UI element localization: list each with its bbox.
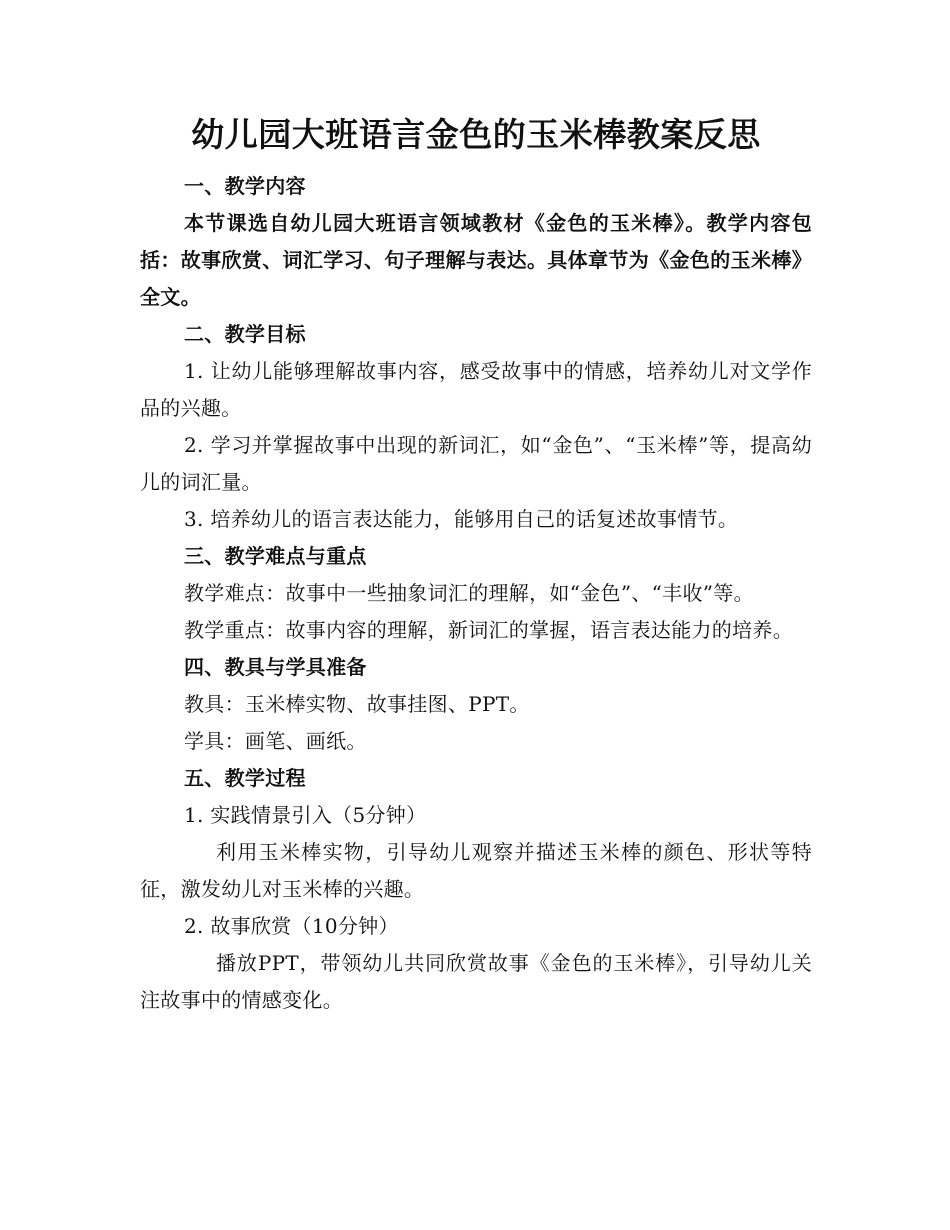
section-heading: 五、教学过程 (184, 766, 306, 790)
paragraph: 教学重点：故事内容的理解，新词汇的掌握，语言表达能力的培养。 (184, 618, 793, 642)
paragraph: 学具：画笔、画纸。 (184, 729, 367, 753)
paragraph: 播放PPT，带领幼儿共同欣赏故事《金色的玉米棒》，引导幼儿关注故事中的情感变化。 (140, 951, 812, 1012)
document-page (140, 112, 812, 1019)
paragraph: 2. 故事欣赏（10分钟） (184, 914, 399, 938)
section-heading: 四、教具与学具准备 (184, 655, 367, 679)
document-title: 幼儿园大班语言金色的玉米棒教案反思 (191, 115, 761, 154)
paragraph: 1. 实践情景引入（5分钟） (184, 803, 427, 827)
paragraph: 利用玉米棒实物，引导幼儿观察并描述玉米棒的颜色、形状等特征，激发幼儿对玉米棒的兴趣。 (140, 840, 812, 901)
paragraph: 2. 学习并掌握故事中出现的新词汇，如“金色”、“玉米棒”等，提高幼儿的词汇量。 (140, 433, 812, 494)
paragraph: 1. 让幼儿能够理解故事内容，感受故事中的情感，培养幼儿对文学作品的兴趣。 (140, 359, 812, 420)
paragraph: 教学难点：故事中一些抽象词汇的理解，如“金色”、“丰收”等。 (184, 581, 754, 605)
document-body (140, 168, 812, 1019)
section-heading: 二、教学目标 (184, 322, 306, 346)
section-heading: 三、教学难点与重点 (184, 544, 367, 568)
paragraph: 教具：玉米棒实物、故事挂图、PPT。 (184, 692, 530, 716)
section-heading: 一、教学内容 (184, 174, 306, 198)
section-heading: 本节课选自幼儿园大班语言领域教材《金色的玉米棒》。教学内容包括：故事欣赏、词汇学习、句子理解与表达。具体章节为《金色的玉米棒》全文。 (140, 211, 812, 309)
paragraph: 3. 培养幼儿的语言表达能力，能够用自己的话复述故事情节。 (184, 507, 739, 531)
